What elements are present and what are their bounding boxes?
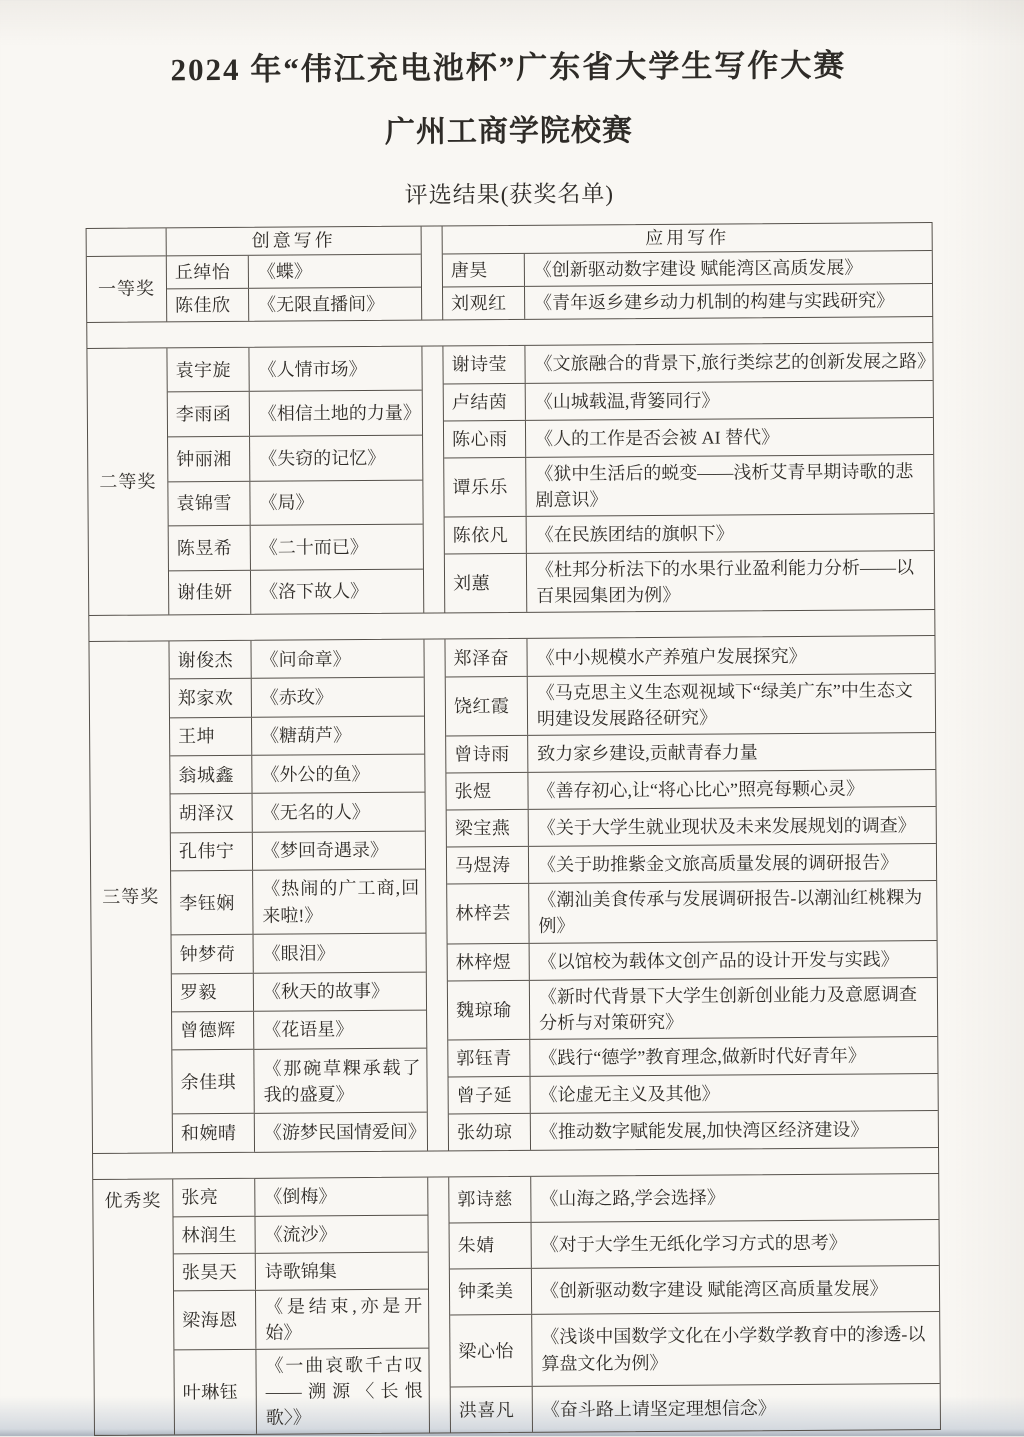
winner-name: 饶红霞 xyxy=(453,696,510,717)
winner-name: 张亮 xyxy=(181,1187,219,1208)
work-title: 《马克思主义生态观视域下“绿美广东”中生态文明建设发展路径研究》 xyxy=(536,680,913,730)
table-row xyxy=(444,417,933,457)
work-title-cell xyxy=(526,418,933,457)
work-title: 致力家乡建设,贡献青春力量 xyxy=(537,742,758,765)
table-row xyxy=(443,343,936,383)
work-title-cell xyxy=(250,480,422,525)
table-row xyxy=(171,792,425,832)
winner-name-cell xyxy=(450,1269,532,1315)
work-title: 《是结束,亦是开始》 xyxy=(265,1295,423,1343)
winner-name-cell xyxy=(169,526,251,570)
work-title-cell xyxy=(253,870,425,935)
table-row xyxy=(447,843,936,883)
winner-name-cell xyxy=(449,1177,531,1223)
winner-name: 马煜涛 xyxy=(454,855,511,876)
column-gap xyxy=(427,1177,451,1433)
work-title-cell xyxy=(530,978,937,1039)
winner-name: 钟丽湘 xyxy=(176,448,232,470)
winner-name: 朱婧 xyxy=(457,1235,495,1256)
work-title: 《新时代背景下大学生创新创业能力及意愿调查分析与对策研究》 xyxy=(538,983,918,1033)
winner-name: 孔伟宁 xyxy=(178,841,235,862)
work-title-cell xyxy=(256,1252,428,1289)
work-title: 《问命章》 xyxy=(260,648,351,670)
table-row xyxy=(444,454,933,517)
work-title: 《秋天的故事》 xyxy=(262,981,389,1002)
winner-name: 王坤 xyxy=(178,726,216,747)
left-column-header-label: 创意写作 xyxy=(251,230,336,251)
table-row xyxy=(446,732,935,772)
table-row xyxy=(168,435,422,481)
winner-name-cell xyxy=(172,973,254,1011)
table-row xyxy=(172,933,426,973)
work-title: 《对于大学生无纸化学习方式的思考》 xyxy=(540,1233,847,1256)
work-title-cell xyxy=(253,793,425,831)
winner-name: 林梓芸 xyxy=(455,903,511,924)
work-title-cell xyxy=(249,287,421,320)
right-column-header-label: 应用写作 xyxy=(645,227,730,249)
table-row xyxy=(174,1348,429,1435)
work-title: 《杜邦分析法下的水果行业盈利能力分析——以百果园集团为例》 xyxy=(535,557,915,606)
work-title-cell xyxy=(528,770,935,809)
winner-name: 郑泽奋 xyxy=(453,647,510,669)
winner-name: 陈佳欣 xyxy=(175,294,231,316)
column-gap xyxy=(421,226,444,319)
table-row xyxy=(172,1048,426,1114)
winner-name-cell xyxy=(443,287,525,320)
work-title: 《无名的人》 xyxy=(261,801,370,823)
work-title-cell xyxy=(531,1174,938,1222)
winner-name-cell xyxy=(167,255,249,288)
winner-name-cell xyxy=(448,980,530,1039)
winner-name-cell xyxy=(445,517,527,554)
winner-name-cell xyxy=(172,1050,254,1114)
winner-name-cell xyxy=(449,1114,531,1151)
work-title: 《关于助推紫金文旅高质量发展的调研报告》 xyxy=(537,852,899,876)
work-title-cell xyxy=(254,1010,426,1048)
results-subtitle: 评选结果(获奖名单) xyxy=(404,180,615,208)
winner-name-cell xyxy=(445,639,527,677)
left-rows xyxy=(167,254,421,321)
work-title-cell xyxy=(256,1349,429,1434)
work-title: 《人的工作是否会被 AI 替代》 xyxy=(534,426,780,449)
winner-name-cell xyxy=(448,1040,530,1077)
right-rows xyxy=(445,636,938,1150)
table-row xyxy=(173,1177,427,1216)
work-title-cell xyxy=(532,1220,939,1268)
winner-name-cell xyxy=(449,1077,531,1114)
award-label-text: 优秀奖 xyxy=(104,1190,162,1211)
work-title: 《失窃的记忆》 xyxy=(259,447,386,469)
winner-name: 张煜 xyxy=(454,781,492,802)
work-title: 《相信土地的力量》 xyxy=(258,402,421,424)
winner-name: 梁宝燕 xyxy=(454,818,511,839)
winner-name-cell xyxy=(173,1114,255,1152)
table-row xyxy=(450,1265,939,1314)
winner-name-cell xyxy=(170,718,252,756)
right-column-header xyxy=(443,223,932,254)
table-row xyxy=(170,677,424,717)
winner-name-cell xyxy=(168,392,250,436)
work-title: 《局》 xyxy=(259,492,314,514)
work-title-cell xyxy=(530,1037,937,1076)
winner-name-cell xyxy=(173,1217,255,1254)
winner-name: 翁城鑫 xyxy=(178,764,234,785)
winner-name-cell xyxy=(169,641,251,679)
work-title-cell xyxy=(525,284,932,319)
work-title: 《创新驱动数字建设 赋能湾区高质量发展》 xyxy=(540,1278,888,1302)
winner-name-cell xyxy=(447,884,529,943)
right-half xyxy=(443,343,934,613)
winner-name: 郭诗慈 xyxy=(457,1189,513,1210)
winner-name: 谢佳妍 xyxy=(177,582,233,603)
column-gap xyxy=(421,346,445,613)
winner-name: 李钰娴 xyxy=(179,892,235,913)
table-row xyxy=(174,1251,428,1290)
work-title: 《奋斗路上请坚定理想信念》 xyxy=(541,1397,776,1420)
table-row xyxy=(449,1110,938,1150)
table-row xyxy=(448,1036,937,1076)
work-title-cell xyxy=(528,733,935,772)
table-row xyxy=(451,1383,940,1432)
work-title: 《山海之路,学会选择》 xyxy=(540,1187,725,1210)
table-row xyxy=(170,715,424,755)
winner-name: 卢结茵 xyxy=(451,391,508,413)
work-title-cell xyxy=(528,674,935,735)
work-title-cell xyxy=(255,1113,427,1151)
award-label-text: 二等奖 xyxy=(99,471,157,492)
work-title-cell xyxy=(527,551,934,612)
winner-name: 梁海恩 xyxy=(182,1309,238,1331)
winner-name: 刘观红 xyxy=(451,292,507,314)
work-title-cell xyxy=(250,436,422,481)
award-column xyxy=(89,642,173,1153)
left-half xyxy=(167,226,422,321)
winner-name-cell xyxy=(172,1012,254,1050)
award-table xyxy=(86,222,941,1436)
work-title-cell xyxy=(532,1312,939,1386)
work-title: 《善存初心,让“将心比心”照亮每颗心灵》 xyxy=(537,778,865,802)
winner-name-cell xyxy=(447,847,529,884)
table-row xyxy=(172,1009,426,1049)
table-row xyxy=(169,568,423,614)
award-section xyxy=(92,1173,941,1436)
award-label xyxy=(87,348,168,615)
winner-name-cell xyxy=(447,810,529,847)
winner-name: 谢俊杰 xyxy=(177,649,234,671)
winner-name-cell xyxy=(444,458,526,517)
work-title-cell xyxy=(531,1074,938,1113)
work-title: 《倒梅》 xyxy=(264,1186,337,1207)
winner-name: 梁心怡 xyxy=(458,1340,514,1361)
winner-name: 唐昊 xyxy=(450,259,488,281)
table-row xyxy=(450,1311,939,1387)
table-row xyxy=(167,254,421,288)
work-title-cell xyxy=(252,755,424,793)
winner-name-cell xyxy=(173,1179,255,1217)
work-title: 《青年返乡建乡动力机制的构建与实践研究》 xyxy=(534,290,895,313)
award-section xyxy=(88,635,939,1153)
work-title-cell xyxy=(529,844,936,883)
winner-name: 曾诗雨 xyxy=(454,744,510,765)
work-title: 《以馆校为载体文创产品的设计开发与实践》 xyxy=(538,948,899,972)
table-row xyxy=(167,346,421,391)
winner-name: 洪喜凡 xyxy=(458,1399,515,1421)
table-row xyxy=(174,1288,428,1349)
work-title: 《潮汕美食传承与发展调研报告-以潮汕红桃粿为例》 xyxy=(538,887,923,937)
table-row xyxy=(171,830,425,870)
left-rows xyxy=(169,640,427,1152)
award-header-spacer xyxy=(87,228,166,257)
winner-name-cell xyxy=(443,254,525,287)
right-rows xyxy=(449,1174,940,1433)
winner-name: 叶琳钰 xyxy=(182,1381,239,1403)
left-column-header xyxy=(167,226,421,256)
winner-name: 余佳琪 xyxy=(180,1071,237,1093)
table-row xyxy=(169,524,423,570)
table-row xyxy=(168,479,422,525)
work-title-cell xyxy=(251,569,423,614)
work-title-cell xyxy=(249,346,421,391)
work-title-cell xyxy=(530,941,937,980)
winner-name-cell xyxy=(174,1350,257,1435)
work-title-cell xyxy=(529,807,936,846)
winner-name-cell xyxy=(168,481,250,525)
winner-name-cell xyxy=(446,773,528,810)
winner-name: 袁锦雪 xyxy=(176,493,233,514)
winner-name-cell xyxy=(171,832,253,870)
winner-name: 陈心雨 xyxy=(451,428,508,450)
right-half xyxy=(445,636,938,1150)
work-title: 《梦回奇遇录》 xyxy=(261,840,388,861)
winner-name: 钟梦荷 xyxy=(179,943,236,965)
work-title-cell xyxy=(529,881,936,942)
table-row xyxy=(445,550,934,613)
work-title-cell xyxy=(249,254,421,287)
winner-name-cell xyxy=(169,570,251,614)
winner-name-cell xyxy=(174,1291,256,1350)
work-title-cell xyxy=(251,640,423,678)
winner-name: 谢诗莹 xyxy=(451,354,508,375)
winner-name: 张昊天 xyxy=(181,1261,238,1283)
winner-name: 魏琼瑜 xyxy=(455,999,512,1021)
work-title: 《洛下故人》 xyxy=(260,581,369,603)
winner-name: 郭钰青 xyxy=(456,1047,512,1069)
table-row xyxy=(446,769,935,809)
winner-name: 林梓煜 xyxy=(455,951,512,972)
winner-name-cell xyxy=(446,736,528,773)
right-half xyxy=(449,1174,940,1433)
work-title-cell xyxy=(533,1384,940,1432)
table-row xyxy=(448,977,937,1040)
table-row xyxy=(443,283,932,320)
work-title-cell xyxy=(252,678,424,716)
right-rows xyxy=(443,251,932,320)
work-title-cell xyxy=(252,716,424,754)
work-title: 《蝶》 xyxy=(257,261,312,282)
work-title: 《论虚无主义及其他》 xyxy=(539,1083,720,1105)
table-row xyxy=(172,971,426,1011)
work-title: 《糖葫芦》 xyxy=(261,725,352,747)
winner-name: 曾德辉 xyxy=(180,1020,236,1041)
winner-name-cell xyxy=(171,794,253,832)
winner-name: 刘蕙 xyxy=(452,573,491,594)
work-title: 《热闹的广工商,回来啦!》 xyxy=(262,878,420,926)
work-title: 《推动数字赋能发展,加快湾区经济建设》 xyxy=(539,1119,869,1142)
table-row xyxy=(449,1073,938,1113)
winner-name-cell xyxy=(174,1254,256,1291)
work-title: 《狱中生活后的蜕变——浅析艾青早期诗歌的悲剧意识》 xyxy=(535,461,914,510)
winner-name-cell xyxy=(172,935,254,973)
winner-name-cell xyxy=(443,346,525,384)
winner-name-cell xyxy=(167,289,249,322)
campus-round-title: 广州工商学院校赛 xyxy=(384,113,634,149)
work-title: 《浅谈中国数学文化在小学数学教育中的渗透-以算盘文化为例》 xyxy=(541,1324,926,1374)
winner-name-cell xyxy=(170,679,252,717)
winner-name-cell xyxy=(448,943,530,980)
work-title-cell xyxy=(532,1266,939,1314)
work-title: 《二十而已》 xyxy=(259,536,368,558)
winner-name-cell xyxy=(170,756,252,794)
winner-name-cell xyxy=(451,1387,533,1433)
winner-name-cell xyxy=(168,437,250,481)
winner-name: 胡泽汉 xyxy=(178,802,235,824)
table-row xyxy=(167,286,421,321)
work-title: 《践行“德学”教育理念,做新时代好青年》 xyxy=(539,1045,866,1068)
winner-name: 李雨函 xyxy=(175,404,232,425)
work-title: 《关于大学生就业现状及未来发展规划的调查》 xyxy=(537,815,916,839)
left-half xyxy=(173,1177,429,1434)
table-row xyxy=(449,1174,938,1222)
work-title-cell xyxy=(525,251,932,286)
winner-name-cell xyxy=(446,677,528,736)
winner-name: 袁宇旋 xyxy=(175,359,232,380)
award-section xyxy=(86,342,935,616)
work-title: 诗歌锦集 xyxy=(264,1260,337,1282)
table-row xyxy=(171,869,425,935)
award-label-text: 三等奖 xyxy=(102,886,160,908)
winner-name-cell xyxy=(171,871,253,935)
winner-name: 罗毅 xyxy=(179,982,217,1003)
left-rows xyxy=(167,346,423,614)
table-row xyxy=(448,940,937,980)
winner-name: 林润生 xyxy=(181,1224,238,1246)
work-title: 《一曲哀歌千古叹——溯源〈长恨歌〉》 xyxy=(265,1354,423,1428)
winner-name: 郑家欢 xyxy=(177,688,234,709)
work-title-cell xyxy=(527,636,934,676)
work-title-cell xyxy=(250,391,422,436)
work-title-cell xyxy=(253,831,425,869)
work-title: 《在民族团结的旗帜下》 xyxy=(535,523,734,545)
award-section xyxy=(86,222,934,323)
winner-name-cell xyxy=(167,348,249,392)
work-title-cell xyxy=(255,1215,427,1252)
award-label xyxy=(89,642,172,1153)
winner-name-cell xyxy=(450,1223,532,1269)
work-title-cell xyxy=(254,1049,426,1114)
winner-name: 陈昱希 xyxy=(176,537,233,559)
winner-name: 张幼琼 xyxy=(456,1121,513,1143)
right-rows xyxy=(443,343,934,613)
work-title-cell xyxy=(526,455,933,516)
work-title-cell xyxy=(256,1289,428,1348)
work-title: 《中小规模水产养殖户发展探究》 xyxy=(536,645,807,668)
work-title: 《眼泪》 xyxy=(262,943,335,964)
award-column xyxy=(93,1179,175,1435)
work-title-cell xyxy=(527,514,934,553)
work-title-cell xyxy=(254,934,426,972)
work-title: 《那碗草粿承载了我的盛夏》 xyxy=(263,1057,421,1105)
work-title-cell xyxy=(525,343,936,383)
competition-title: 2024 年“伟江充电池杯”广东省大学生写作大赛 xyxy=(170,47,847,88)
winner-name-cell xyxy=(450,1315,532,1387)
left-rows xyxy=(173,1177,429,1434)
work-title: 《人情市场》 xyxy=(258,358,367,380)
work-title: 《山城载温,背篓同行》 xyxy=(534,390,720,412)
award-label-text: 一等奖 xyxy=(97,278,156,300)
work-title-cell xyxy=(254,972,426,1010)
award-label xyxy=(87,256,166,322)
winner-name: 曾子延 xyxy=(456,1084,513,1106)
award-column xyxy=(87,228,168,322)
table-row xyxy=(168,390,422,436)
winner-name: 钟柔美 xyxy=(457,1281,514,1302)
work-title: 《流沙》 xyxy=(264,1223,337,1245)
table-row xyxy=(170,754,424,794)
table-row xyxy=(169,640,423,679)
table-row xyxy=(173,1112,427,1152)
work-title-cell xyxy=(526,381,933,420)
work-title: 《无限直播间》 xyxy=(258,293,385,315)
winner-name-cell xyxy=(445,554,527,613)
table-row xyxy=(444,380,933,420)
table-row xyxy=(173,1214,427,1253)
left-half xyxy=(169,640,427,1152)
work-title-cell xyxy=(255,1177,427,1215)
table-row xyxy=(447,806,936,846)
work-title: 《创新驱动数字建设 赋能湾区高质发展》 xyxy=(533,257,863,280)
work-title-cell xyxy=(251,525,423,570)
right-half xyxy=(443,223,933,320)
table-row xyxy=(443,251,932,287)
work-title: 《外公的鱼》 xyxy=(261,763,370,785)
table-row xyxy=(447,880,936,943)
work-title: 《文旅融合的背景下,旅行类综艺的创新发展之路》 xyxy=(534,351,936,375)
winner-name: 和婉晴 xyxy=(180,1123,237,1144)
award-column xyxy=(87,348,169,615)
table-row xyxy=(445,513,934,553)
work-title: 《游梦民国情爱间》 xyxy=(263,1121,426,1143)
winner-name-cell xyxy=(444,421,526,458)
left-half xyxy=(167,346,423,614)
work-title-cell xyxy=(531,1111,938,1150)
work-title: 《花语星》 xyxy=(263,1019,354,1041)
winner-name: 丘绰怡 xyxy=(174,261,231,282)
winner-name: 谭乐乐 xyxy=(452,476,508,498)
table-row xyxy=(446,673,935,736)
winner-name: 陈依凡 xyxy=(452,524,509,546)
winner-name-cell xyxy=(444,384,526,421)
work-title: 《赤玫》 xyxy=(260,687,333,708)
table-row xyxy=(450,1219,939,1268)
table-row xyxy=(445,636,934,676)
award-label xyxy=(93,1179,174,1435)
